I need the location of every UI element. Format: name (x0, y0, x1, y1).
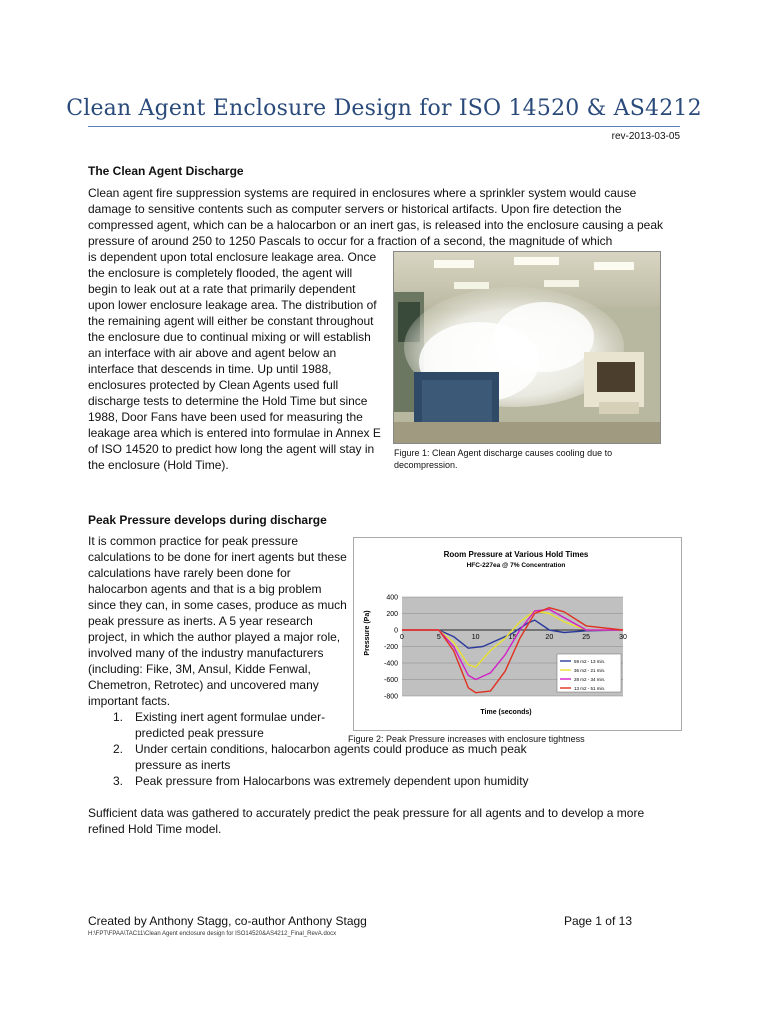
footer-credit: Created by Anthony Stagg, co-author Anthony Stagg (88, 914, 367, 928)
figure1-photo (393, 251, 661, 444)
paragraph-discharge-intro: Clean agent fire suppression systems are required in enclosures where a sprinkler system would cause damage to sensitive contents such as computer servers or historical artifacts. Upon fire detection the compressed agent, which can be a halocarbon or an inert gas, is released into the enclosure causing a peak pressure of around 250 to 1250 Pascals to occur for a fraction of a second, the magnitude of which (88, 186, 664, 248)
x-tick-label: 20 (545, 634, 554, 641)
legend-entry: 36 m2 - 21 min. (574, 668, 606, 673)
peak-pressure-chart (354, 538, 681, 730)
x-tick-label: 0 (400, 634, 404, 641)
chart-subtitle: HFC-227ea @ 7% Concentration (466, 562, 566, 569)
revision-label: rev-2013-03-05 (611, 131, 680, 142)
list-item: 2. Under certain conditions, halocarbon agents could produce as much peak pressure as inerts (113, 742, 527, 772)
clean-agent-discharge-photo (394, 252, 660, 443)
chart-ylabel: Pressure (Pa) (364, 610, 371, 656)
y-tick-label: 400 (386, 594, 398, 602)
x-tick-label: 30 (619, 634, 627, 641)
legend-entry: 28 m2 - 34 min. (574, 677, 606, 682)
y-tick-label: -600 (383, 677, 398, 684)
figure2-chart (353, 537, 682, 731)
document-title: Clean Agent Enclosure Design for ISO 14520 & AS4212 (66, 96, 702, 121)
chart-xlabel: Time (seconds) (480, 709, 532, 716)
y-tick-label: -800 (383, 693, 398, 701)
paragraph-peak-pressure: It is common practice for peak pressure calculations to be done for inert agents but these calculations have rarely been done for halocarbon agents and that is a big problem since they can, in some cases, produce as much peak pressure as inerts. A 5 year research project, in which the author played a major role, involved many of the industry manufacturers (including: Fike, 3M, Ansul, Kidde Fenwal, Chemetron, Retrotec) and uncovered many important facts. (88, 534, 347, 708)
x-tick-label: 25 (582, 634, 591, 641)
y-tick-label: 0 (394, 627, 398, 635)
y-tick-label: -200 (383, 644, 398, 651)
title-underline (88, 126, 680, 127)
x-tick-label: 10 (471, 634, 480, 641)
file-path: H:\FPT\FPAA\TAC11\Clean Agent enclosure design for ISO14520&AS4212_Final_RevA.docx (88, 931, 337, 937)
page-number: Page 1 of 13 (563, 914, 632, 928)
y-tick-label: 200 (386, 611, 398, 618)
legend-entry: 13 m2 - 51 min. (574, 686, 606, 691)
figure2-caption: Figure 2: Peak Pressure increases with enclosure tightness (348, 734, 585, 744)
y-tick-label: -400 (383, 660, 398, 668)
chart-title: Room Pressure at Various Hold Times (443, 550, 589, 559)
footer (88, 914, 632, 928)
section-heading-peak-pressure: Peak Pressure develops during discharge (88, 513, 327, 527)
figure1-caption: Figure 1: Clean Agent discharge causes cooling due to decompression. (394, 448, 613, 470)
x-tick-label: 15 (508, 634, 517, 641)
list-item: 1. Existing inert agent formulae under-predicted peak pressure (113, 710, 326, 740)
legend-entry: 59 m2 - 13 min. (574, 659, 606, 664)
paragraph-conclusion: Sufficient data was gathered to accurately predict the peak pressure for all agents and to develop a more refined Hold Time model. (88, 806, 645, 836)
x-tick-label: 5 (436, 634, 441, 641)
section-heading-discharge: The Clean Agent Discharge (88, 164, 244, 178)
paragraph-discharge-wrap: is dependent upon total enclosure leakage area. Once the enclosure is completely flooded, the agent will begin to leak out at a rate that primarily dependent upon lower enclosure leakage area. The distribution of the remaining agent will either be constant throughout the enclosure due to continual mixing or will establish an interface with air above and agent below an interface that descends in time. Up until 1988, enclosures protected by Clean Agents used full discharge tests to determine the Hold Time but since 1988, Door Fans have been used for measuring the leakage area which is entered into formulae in Annex E of ISO 14520 to predict how long the agent will stay in the enclosure (Hold Time). (88, 250, 381, 472)
list-item: 3. Peak pressure from Halocarbons was extremely dependent upon humidity (113, 774, 529, 788)
